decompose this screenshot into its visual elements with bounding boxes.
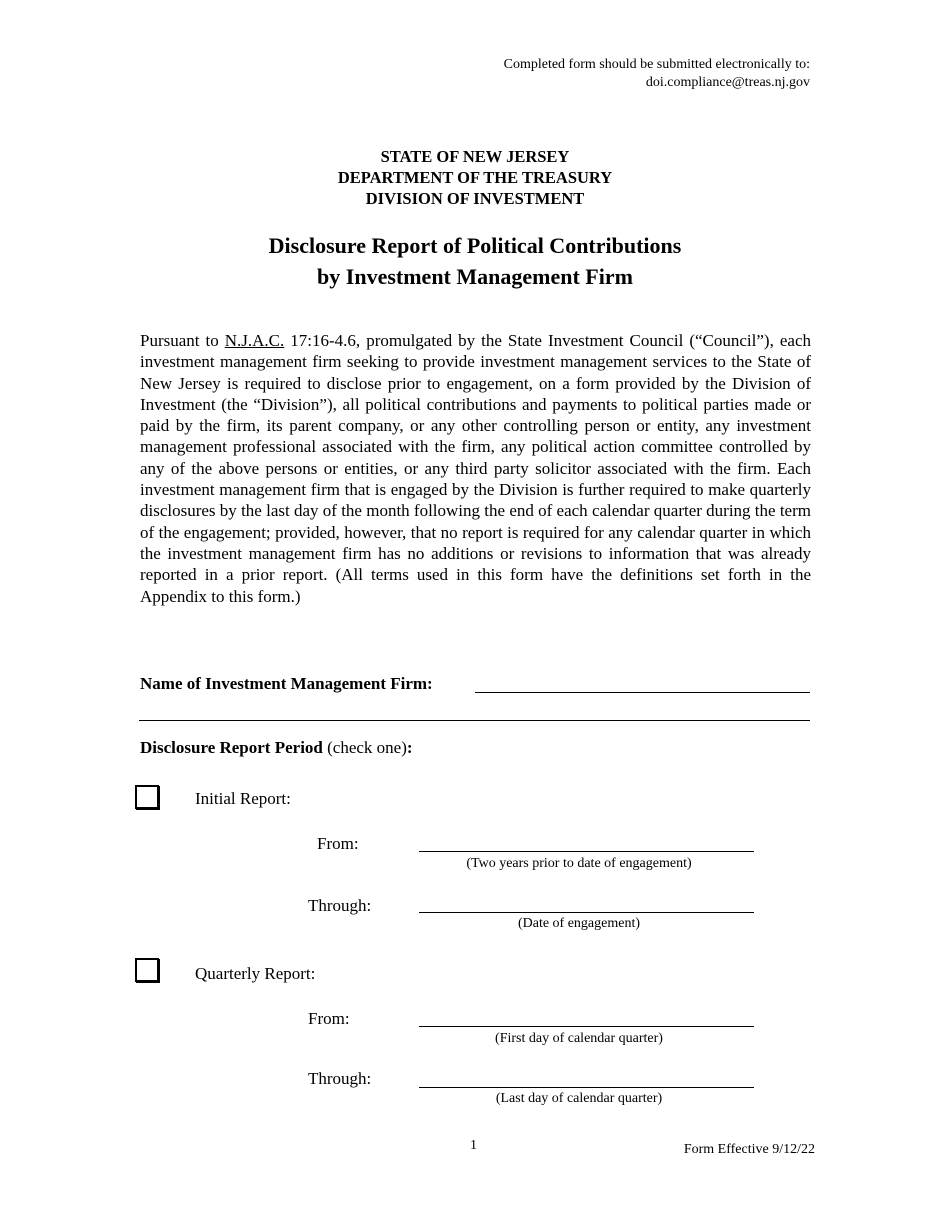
form-title-line2: by Investment Management Firm [317,264,633,289]
intro-body: 17:16-4.6, promulgated by the State Investment Council (“Council”), each investment management firm seeking to provide investment management services to the State of New Jersey is required to disclose prior to engagement, on a form provided by the Division of Investment (the “Division”), all political contributions and payments to political parties made or paid by the firm, its parent company, or any other controlling person or entity, any investment management professional associated with the firm, any political action committee controlled by any of the above persons or entities, or any third party solicitor associated with the firm. Each investment management firm that is engaged by the Division is further required to make quarterly disclosures by the last day of the month following the end of each calendar quarter during the term of the engagement; provided, however, that no report is required for any calendar quarter in which the investment management firm has no additions or revisions to information that was already reported in a prior report. (All terms used in this form have the definitions set forth in the Appendix to this form.) [140,331,811,606]
quarterly-from-hint: (First day of calendar quarter) [495,1031,663,1046]
initial-through-field[interactable] [419,912,754,913]
agency-state: STATE OF NEW JERSEY [380,147,570,166]
quarterly-report-label: Quarterly Report: [195,964,316,983]
quarterly-from-field[interactable] [419,1026,754,1027]
report-period-hint: (check one) [327,738,407,757]
quarterly-through-label: Through: [308,1069,372,1088]
report-period-label [140,738,413,758]
firm-name-field-continued[interactable] [139,720,810,721]
submission-instruction: Completed form should be submitted electronically to: [503,57,810,72]
page-number: 1 [470,1138,477,1153]
initial-through-hint: (Date of engagement) [517,916,641,931]
quarterly-through-hint: (Last day of calendar quarter) [495,1091,663,1106]
form-effective-date: Form Effective 9/12/22 [683,1142,815,1157]
initial-from-field[interactable] [419,851,754,852]
quarterly-from-label: From: [308,1009,350,1028]
intro-prefix: Pursuant to [140,331,219,350]
firm-name-label: Name of Investment Management Firm: [140,674,433,693]
initial-from-label: From: [317,834,359,853]
quarterly-report-checkbox[interactable] [135,958,159,982]
report-period-colon: : [406,738,413,757]
agency-department: DEPARTMENT OF THE TREASURY [337,168,613,187]
form-title-line1: Disclosure Report of Political Contributions [268,233,682,258]
agency-heading [0,146,950,209]
initial-from-hint: (Two years prior to date of engagement) [466,856,692,871]
initial-through-label: Through: [308,896,372,915]
intro-paragraph [140,330,811,607]
submission-email: doi.compliance@treas.nj.gov [645,75,810,90]
initial-report-label: Initial Report: [195,789,291,808]
submission-note [504,56,810,92]
njac-citation: N.J.A.C. [224,331,285,350]
initial-report-checkbox[interactable] [135,785,159,809]
quarterly-through-field[interactable] [419,1087,754,1088]
form-title [0,230,950,292]
firm-name-field[interactable] [475,692,810,693]
report-period-title: Disclosure Report Period [140,738,323,757]
agency-division: DIVISION OF INVESTMENT [365,189,585,208]
